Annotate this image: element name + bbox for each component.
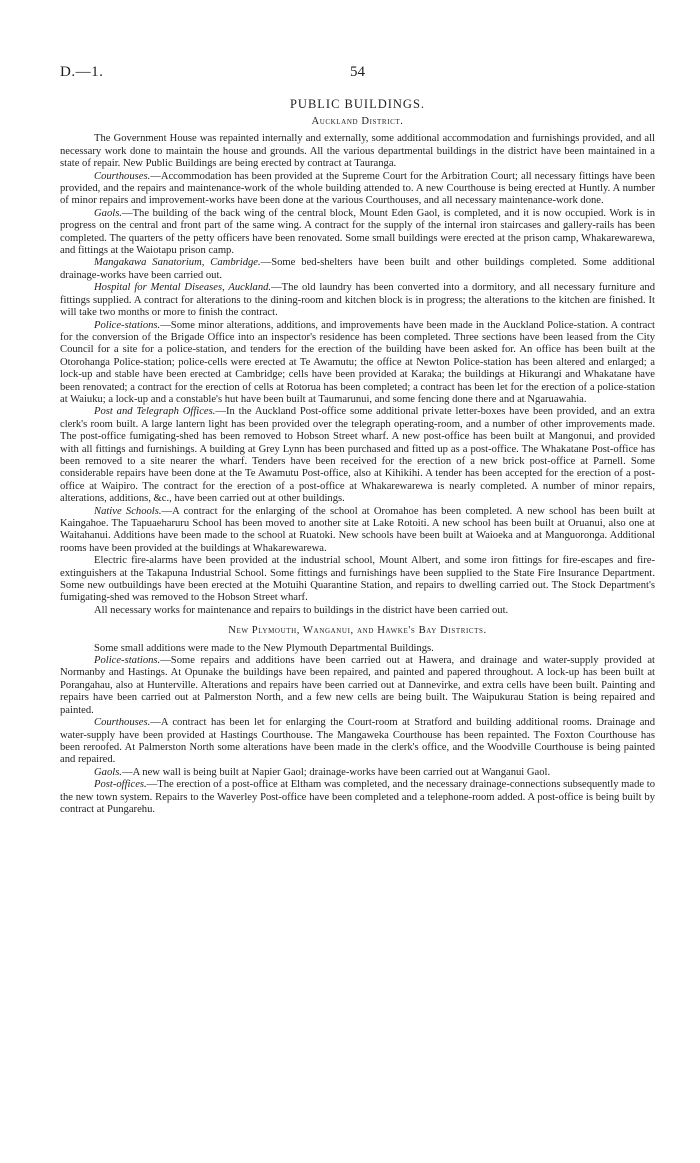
district-heading: Auckland District. (311, 116, 404, 127)
page-header (60, 64, 655, 88)
paragraph (60, 767, 655, 779)
paragraph-lead: Native Schools. (94, 505, 162, 517)
paragraph-lead: Hospital for Mental Diseases, Auckland. (94, 282, 272, 294)
paragraph (60, 282, 655, 319)
paragraph-text: —The building of the back wing of the central block, Mount Eden Gaol, is completed, and it is now occupied. Work is in progress on the central and front part of the same wing. A contract for the supply of the internal iron staircases and gallery-rails has been completed. The quarters of the petty officers have been renovated. Some small buildings were erected at the prison camp, Whakarewarewa, and fittings at the Waiotapu prison camp. (60, 207, 655, 257)
paragraph-text: Some small additions were made to the New Plymouth Departmental Buildings. (94, 642, 434, 654)
page-title: PUBLIC BUILDINGS. (289, 97, 426, 111)
paragraph-lead: Post and Telegraph Offices. (94, 406, 216, 418)
paragraph-text: —The erection of a post-office at Eltham was completed, and the necessary drainage-connections subsequently made to the new town system. Repairs to the Waverley Post-office have been completed and a telephone-room added. A post-office is being built by contract at Pungarehu. (60, 779, 655, 815)
paragraph (60, 643, 655, 655)
sections-container (60, 116, 655, 816)
paragraph-text: —In the Auckland Post-office some additional private letter-boxes have been provided, and an extra clerk's room built. A large lantern light has been provided over the telegraph operating-room, and a number of other improvements made. The post-office fumigating-shed has been removed to Hobson Street wharf. A new post-office has been built at Mangonui, and provided with all fittings and furnishings. A building at Grey Lynn has been purchased and fitted up as a post-office. The Whakatane Post-office has been removed to a site nearer the wharf. Tenders have been received for the erection of a new brick post-office at Parnell. Some considerable repairs have been done at the Te Awamutu Post-office, also at Kihikihi. A tender has been accepted for the erection of a post-office at Waipiro. The contract for the erection of a post-office at Whakarewarewa is nearly completed. A number of minor repairs, alterations, additions, &c., have been carried out at other buildings. (60, 406, 655, 505)
district-heading: New Plymouth, Wanganui, and Hawke's Bay Districts. (228, 625, 487, 637)
paragraph (60, 406, 655, 505)
paragraph (60, 717, 655, 767)
paragraph-text: Electric fire-alarms have been provided at the industrial school, Mount Albert, and some iron fittings for fire-escapes and fire-extinguishers at the Takapuna Industrial School. Some fittings and furnishings have been supplied to the State Fire Insurance Department. Some new outbuildings have been erected at the Motuihi Quarantine Station, and repairs to dwelling carried out. The Stock Department's fumigating-shed was removed to the Hobson Street wharf. (60, 555, 655, 604)
paragraph (60, 171, 655, 208)
paragraph (60, 605, 655, 617)
paragraph-text: The Government House was repainted internally and externally, some additional accommodation and furnishings provided, and all necessary work done to maintain the house and grounds. All the various departmental buildings in the district have been maintained in a state of repair. New Public Buildings are being erected by contract at Tauranga. (60, 133, 655, 170)
paragraph-text: All necessary works for maintenance and repairs to buildings in the district have been carried out. (94, 604, 509, 616)
paragraph-text: —The old laundry has been converted into a dormitory, and all necessary furniture and fittings supplied. A contract for alterations to the dining-room and kitchen block is in progress; the alterations to the kitchen are finished. It will take two months or more to finish the contract. (60, 282, 655, 319)
paragraph-lead: Gaols. (94, 766, 122, 778)
paragraph-text: —A new wall is being built at Napier Gaol; drainage-works have been carried out at Wanganui Gaol. (121, 766, 551, 778)
document-reference: D.—1. (60, 64, 104, 80)
paragraph (60, 208, 655, 258)
paragraph-lead: Gaols. (94, 207, 122, 219)
paragraph-text: —A contract for the enlarging of the school at Oromahoe has been completed. A new school has been built at Kaingahoe. The Tapuaeharuru School has been moved to another site at Lake Rotoiti. A new school has been built at Oruanui, also one at Waitahanui. Additions have been made to the school at Ruatoki. New schools have been built at Waioeka and at Manguoronga. Additional rooms have been provided at the buildings at Whakarewarewa. (60, 505, 656, 554)
paragraph (60, 655, 655, 717)
paragraph (60, 506, 655, 556)
paragraph-text: —Some minor alterations, additions, and improvements have been made in the Auckland Police-station. A contract for the conversion of the Brigade Office into an inspector's residence has been completed. Three sections have been leased from the City Council for a site for a police-station, and tenders for the erection of the building have been asked for. An office has been built at the Otorohanga Police-station; police-cells were erected at Te Awamutu; the office at Newton Police-station has been altered and enlarged; a lock-up and stable have been erected at Cambridge; cells have been provided at Karaka; the buildings at Hikurangi and Whakatane have been renovated; a contract for the erection of cells at Rotorua has been completed; a contract has been let for the erection of a police-station at Waiuku; a lock-up and a constable's hut have been built at Taumarunui, and some fencing done there and at Ngaruawahia. (60, 319, 655, 405)
paragraph (60, 320, 655, 407)
paragraph-lead: Courthouses. (94, 717, 151, 729)
page-body (60, 97, 655, 816)
paragraph-lead: Police-stations. (94, 319, 161, 331)
paragraph-text: —A contract has been let for enlarging the Court-room at Stratford and building additional rooms. Drainage and water-supply have been provided at Hastings Courthouse. The Mangaweka Courthouse has been repainted. The Foxton Courthouse has been reroofed. At Palmerston North some alterations have been made in the clerk's office, and the Woodville Courthouse is being painted and repaired. (60, 717, 655, 766)
paragraph-lead: Courthouses. (94, 170, 151, 182)
paragraph-lead: Police-stations. (94, 655, 161, 667)
paragraph (60, 779, 655, 816)
paragraph-text: —Accommodation has been provided at the Supreme Court for the Arbitration Court; all necessary fittings have been provided, and the repairs and maintenance-work of the whole building attended to. A new Courthouse is being erected at Huntly. A number of minor repairs and improvement-works have been done at the various Courthouses, and all necessary maintenance-work done. (60, 170, 655, 207)
paragraph-lead: Mangakawa Sanatorium, Cambridge. (94, 257, 261, 269)
paragraph-text: —Some bed-shelters have been built and other buildings completed. Some additional drainage-works have been carried out. (60, 257, 655, 281)
paragraph (60, 257, 655, 282)
paragraph-text: —Some repairs and additions have been carried out at Hawera, and drainage and water-supply provided at Normanby and Hastings. At Opunake the buildings have been repaired, and painted and papered throughout. A lock-up has been built at Porangahau, also at Hunterville. Alterations and repairs have been carried out at Dannevirke, and extra cells have been built. Painting and repairs have been carried out at Palmerston North, and a few new cells are being built. The Waipukurau Station is being repaired and painted. (60, 655, 655, 716)
paragraph-lead: Post-offices. (94, 779, 147, 791)
paragraph (60, 133, 655, 170)
page-number: 54 (350, 64, 365, 80)
paragraph (60, 555, 655, 605)
